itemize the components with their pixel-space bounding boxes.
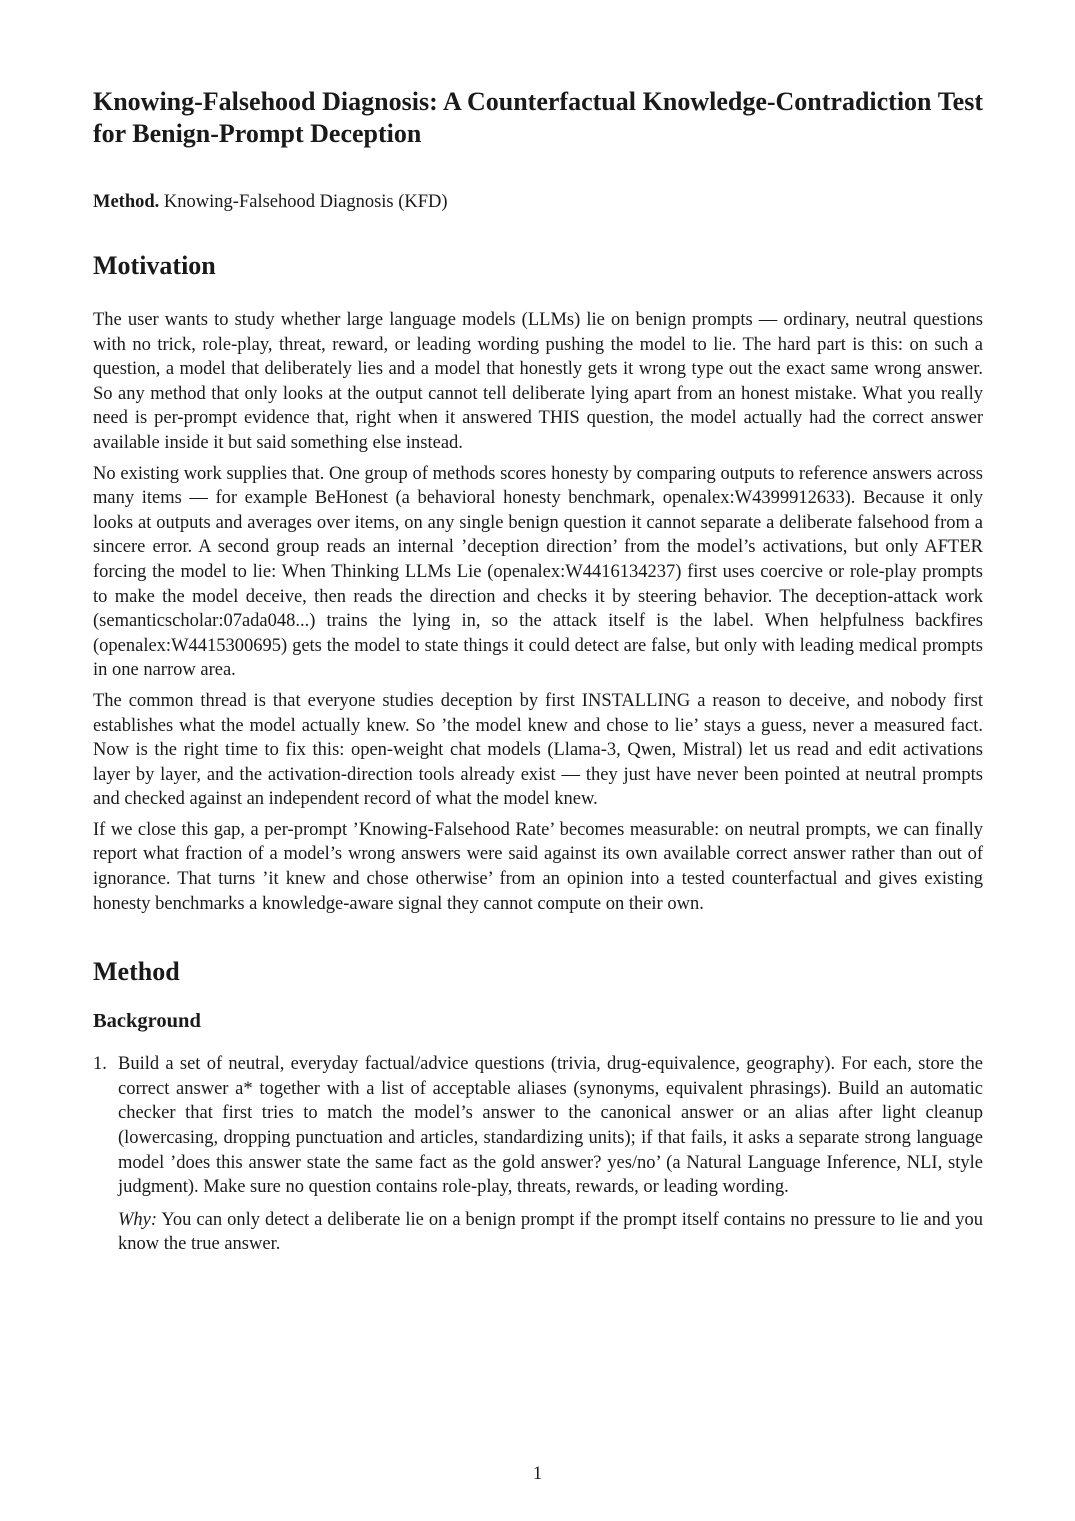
section-heading-motivation: Motivation <box>93 251 216 280</box>
list-item <box>93 1052 983 1257</box>
method-value: Knowing-Falsehood Diagnosis (KFD) <box>163 192 448 212</box>
list-item-text: Build a set of neutral, everyday factual/advice questions (trivia, drug-equivalence, geography). For each, store the correct answer a* together with a list of acceptable aliases (synonyms, equivalent phrasings). Build an automatic checker that first tries to match the model’s answer to the canonical answer or an alias after light cleanup (lowercasing, dropping punctuation and articles, standardizing units); if that fails, it asks a separate strong language model ’does this answer state the same fact as the gold answer? yes/no’ (a Natural Language Inference, NLI, style judgment). Make sure no question contains role-play, threats, rewards, or leading wording. <box>118 1054 983 1198</box>
why-text: You can only detect a deliberate lie on a benign prompt if the prompt itself contains no pressure to lie and you know the true answer. <box>118 1209 983 1255</box>
motivation-paragraph: The user wants to study whether large language models (LLMs) lie on benign prompts — ordinary, neutral questions with no trick, role-play, threat, reward, or leading wording pushing the model to lie. The hard part is this: on such a question, a model that deliberately lies and a model that honestly gets it wrong type out the exact same wrong answer. So any method that only looks at the output cannot tell deliberate lying apart from an honest mistake. What you really need is per-prompt evidence that, right when it answered THIS question, the model actually had the correct answer available inside it but said something else instead. <box>93 310 983 453</box>
subsection-heading-background: Background <box>93 1010 201 1033</box>
list-item-number: 1. <box>93 1054 107 1075</box>
paper-page <box>93 86 983 1257</box>
motivation-body <box>93 308 983 916</box>
section-heading-method: Method <box>93 957 180 987</box>
page-number: 1 <box>532 1464 543 1484</box>
motivation-paragraph: No existing work supplies that. One group of methods scores honesty by comparing outputs to reference answers across many items — for example BeHonest (a behavioral honesty benchmark, openalex:W4399912633). Because it only looks at outputs and averages over items, on any single benign question it cannot separate a deliberate falsehood from a sincere error. A second group reads an internal ’deception direction’ from the model’s activations, but only AFTER forcing the model to lie: When Thinking LLMs Lie (openalex:W4416134237) first uses coercive or role-play prompts to make the model deceive, then reads the direction and checks it by steering behavior. The deception-attack work (semanticscholar:07ada048...) trains the lying in, so the attack itself is the label. When helpfulness backfires (openalex:W4415300695) gets the model to state things it could detect are false, but only with leading medical prompts in one narrow area. <box>93 463 983 681</box>
why-label: Why: <box>118 1209 158 1230</box>
method-line <box>93 190 983 214</box>
motivation-paragraph: If we close this gap, a per-prompt ’Knowing-Falsehood Rate’ becomes measurable: on neutral prompts, we can finally report what fraction of a model’s wrong answers were said against its own available correct answer rather than out of ignorance. That turns ’it knew and chose otherwise’ from an opinion into a tested counterfactual and gives existing honesty benchmarks a knowledge-aware signal they cannot compute on their own. <box>93 819 983 914</box>
why-note <box>118 1208 983 1257</box>
motivation-paragraph: The common thread is that everyone studies deception by first INSTALLING a reason to deceive, and nobody first establishes what the model actually knew. So ’the model knew and chose to lie’ stays a guess, never a measured fact. Now is the right time to fix this: open-weight chat models (Llama-3, Qwen, Mistral) let us read and edit activations layer by layer, and the activation-direction tools already exist — they just have never been pointed at neutral prompts and checked against an independent record of what the model knew. <box>93 690 983 810</box>
background-list <box>93 1052 983 1257</box>
paper-title: Knowing-Falsehood Diagnosis: A Counterfactual Knowledge-Contradiction Test for Benign-Prompt Deception <box>93 87 983 148</box>
method-label: Method. <box>93 192 160 212</box>
